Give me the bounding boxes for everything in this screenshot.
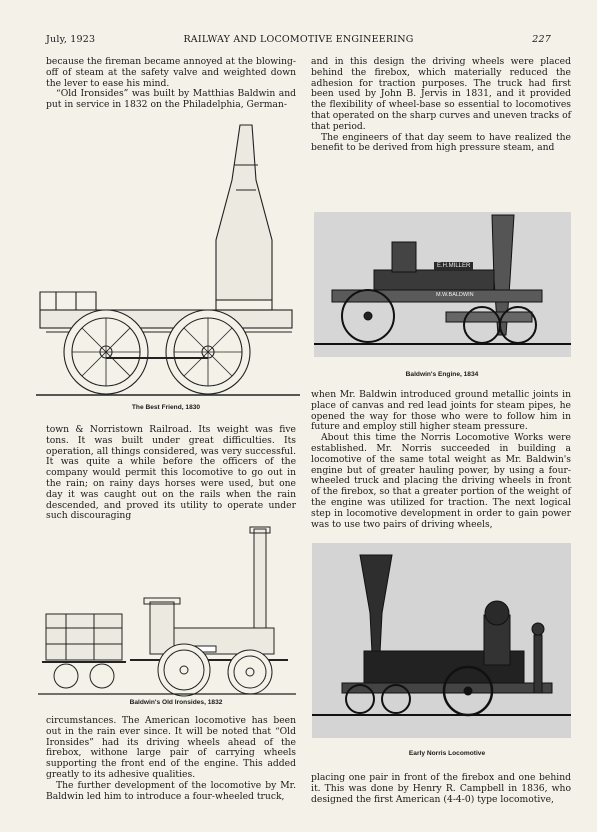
paragraph: The engineers of that day seem to have realized the benefit to be derived from high pressure steam, and xyxy=(311,131,571,154)
left-column-top-text xyxy=(46,57,296,111)
header-journal-title: RAILWAY AND LOCOMOTIVE ENGINEERING xyxy=(183,34,414,45)
header-page-number: 227 xyxy=(532,34,551,45)
paragraph: “Old Ironsides” was built by Matthias Baldwin and put in service in 1832 on the Philadelphia, German- xyxy=(46,88,296,111)
caption-best-friend: The Best Friend, 1830 xyxy=(131,404,201,411)
paragraph: when Mr. Baldwin introduced ground metallic joints in place of canvas and red lead joints for steam pipes, he opened the way for those who were to follow him in future and employ still higher steam pressure. xyxy=(311,389,571,433)
left-column-bottom-text xyxy=(46,716,296,802)
header-date: July, 1923 xyxy=(46,34,96,45)
right-column-top-text xyxy=(311,57,571,154)
paragraph: The further development of the locomotive by Mr. Baldwin led him to introduce a four-wheeled truck, xyxy=(46,779,296,802)
paragraph: because the fireman became annoyed at the blowing-off of steam at the safety valve and weighted down the lever to ease his mind. xyxy=(46,56,296,89)
builder-plate: M.W.BALDWIN xyxy=(436,292,474,298)
figure-best-friend xyxy=(36,120,300,405)
photo-baldwin-engine xyxy=(314,212,571,357)
photo-norris-locomotive xyxy=(312,543,571,738)
left-column-middle-text xyxy=(46,425,296,522)
engine-nameplate: E.H.MILLER xyxy=(434,262,473,270)
running-header xyxy=(46,34,551,48)
right-column-bottom-text xyxy=(311,773,571,805)
caption-old-ironsides: Baldwin's Old Ironsides, 1832 xyxy=(129,699,223,706)
old-ironsides-drawing xyxy=(38,524,296,699)
paragraph: town & Norristown Railroad. Its weight was five tons. It was built under great difficulties. Its operation, all things considered, was very successful. It was quite a while before the officers of the company would permit this locomotive to go out in the rain; on rainy days horses were used, but one day it was caught out on the rails when the rain descended, and proved its utility to operate under such discouraging xyxy=(46,424,296,522)
paragraph: circumstances. The American locomotive has been out in the rain ever since. It will be noted that “Old Ironsides” had its driving wheels ahead of the firebox, withone large pair of carrying wheels supporting the front end of the engine. This added greatly to its adhesive qualities. xyxy=(46,715,296,780)
best-friend-drawing xyxy=(36,120,300,405)
paragraph: About this time the Norris Locomotive Works were established. Mr. Norris succeeded in building a locomotive of the same total weight as Mr. Baldwin's engine but of greater hauling power, by using a four-wheeled truck and placing the driving wheels in front of the firebox, so that a greater portion of the weight of the engine was utilized for traction. The next logical step in locomotive development in order to gain power was to use two pairs of driving wheels, xyxy=(311,432,571,530)
caption-norris-locomotive: Early Norris Locomotive xyxy=(408,750,486,757)
paragraph: placing one pair in front of the firebox and one behind it. This was done by Henry R. Campbell in 1836, who designed the first American (4-4-0) type locomotive, xyxy=(311,772,571,805)
figure-old-ironsides xyxy=(38,524,296,699)
caption-baldwin-engine: Baldwin's Engine, 1834 xyxy=(405,371,479,378)
paragraph: and in this design the driving wheels were placed behind the firebox, which materially reduced the adhesion for traction purposes. The truck had first been used by John B. Jervis in 1831, and it provided the flexibility of wheel-base so essential to locomotives that operated on the sharp curves and uneven tracks of that period. xyxy=(311,56,571,132)
right-column-middle-text xyxy=(311,390,571,530)
